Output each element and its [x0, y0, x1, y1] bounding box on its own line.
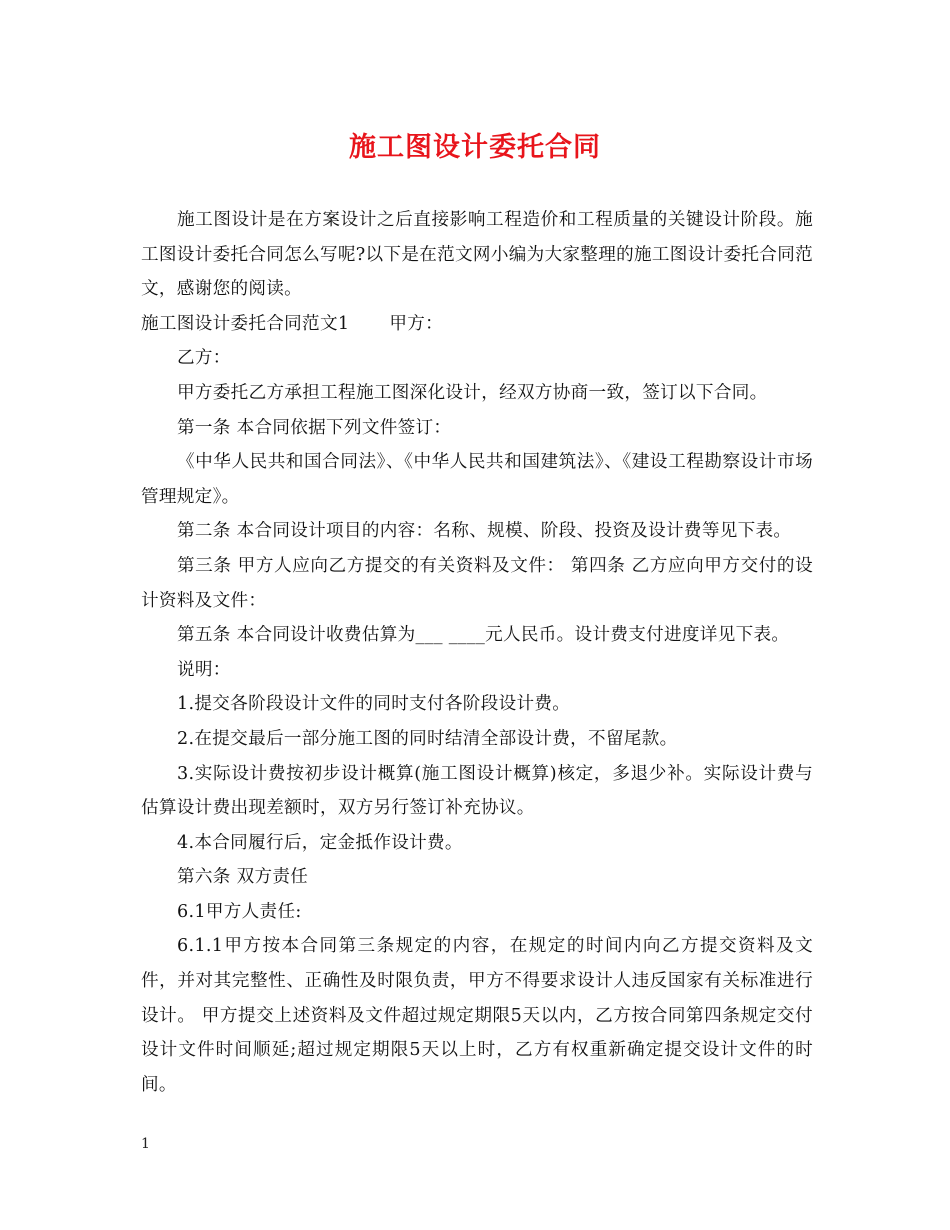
- party-b-label: 乙方：: [177, 348, 231, 369]
- document-body: [141, 203, 813, 1102]
- responsibility-a: 6.1甲方人责任:: [177, 901, 302, 922]
- party-a-label: 甲方：: [389, 313, 444, 334]
- note-label: 说明：: [177, 659, 231, 680]
- note-4: 4.本合同履行后，定金抵作设计费。: [177, 832, 463, 853]
- commission-paragraph: 甲方委托乙方承担工程施工图深化设计，经双方协商一致，签订以下合同。: [177, 382, 768, 403]
- article-1: 第一条 本合同依据下列文件签订：: [177, 417, 452, 438]
- sample-heading-line: [141, 307, 813, 342]
- sample-heading: 施工图设计委托合同范文1: [141, 313, 350, 334]
- intro-paragraph: 施工图设计是在方案设计之后直接影响工程造价和工程质量的关键设计阶段。施工图设计委托合同怎么写呢?以下是在范文网小编为大家整理的施工图设计委托合同范文，感谢您的阅读。: [141, 210, 813, 300]
- note-2: 2.在提交最后一部分施工图的同时结清全部设计费，不留尾款。: [177, 728, 678, 749]
- article-6: 第六条 双方责任: [177, 867, 309, 888]
- article-3-4: 第三条 甲方人应向乙方提交的有关资料及文件： 第四条 乙方应向甲方交付的设计资料及文件：: [141, 555, 813, 611]
- page-number: 1: [141, 1136, 150, 1152]
- note-3: 3.实际设计费按初步设计概算(施工图设计概算)核定，多退少补。实际设计费与估算设计费出现差额时，双方另行签订补充协议。: [141, 763, 813, 819]
- laws-paragraph: 《中华人民共和国合同法》、《中华人民共和国建筑法》、《建设工程勘察设计市场管理规定》。: [141, 452, 813, 507]
- responsibility-a-1: 6.1.1甲方按本合同第三条规定的内容，在规定的时间内向乙方提交资料及文件，并对其完整性、正确性及时限负责，甲方不得要求设计人违反国家有关标准进行设计。 甲方提交上述资料及文件超过规定期限5天以内，乙方按合同第四条规定交付设计文件时间顺延;超过规定期限5天以上时，乙方有权重新确定提交设计文件的时间。: [141, 936, 813, 1095]
- note-1: 1.提交各阶段设计文件的同时支付各阶段设计费。: [177, 694, 571, 715]
- article-2: 第二条 本合同设计项目的内容：名称、规模、阶段、投资及设计费等见下表。: [177, 521, 792, 542]
- article-5: 第五条 本合同设计收费估算为___ ____元人民币。设计费支付进度详见下表。: [177, 625, 790, 646]
- document-title: 施工图设计委托合同: [349, 132, 601, 163]
